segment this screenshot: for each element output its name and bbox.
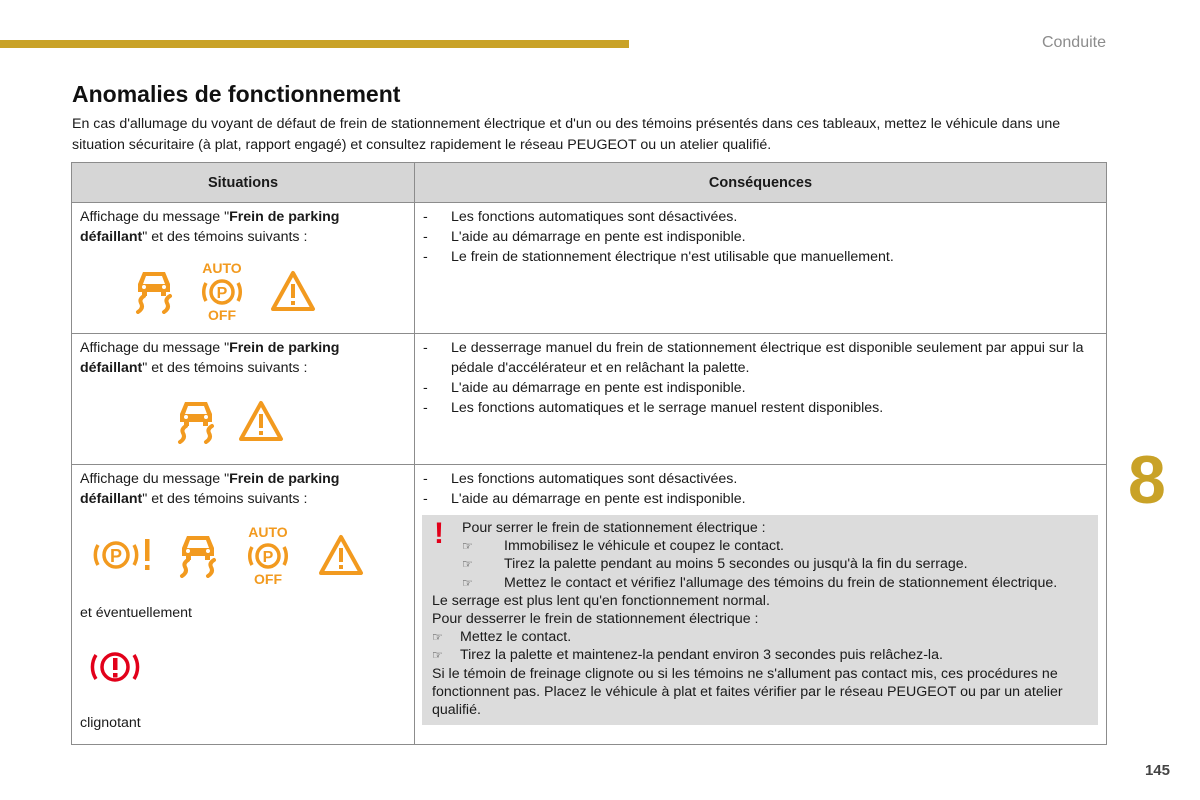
table-header-row <box>72 163 1107 203</box>
warning-triangle-icon <box>318 534 364 576</box>
consequences-list <box>415 334 1106 418</box>
situation-text: Affichage du message "Frein de parking défaillant" et des témoins suivants : <box>80 209 340 245</box>
consequences-list <box>415 465 1106 509</box>
note-slower: Le serrage est plus lent qu'en fonctionnement normal. <box>432 592 770 609</box>
extra-text-2: clignotant <box>80 715 141 731</box>
list-item: - Les fonctions automatiques sont désactivées. <box>423 207 1100 227</box>
alert-icon: ! <box>434 517 444 550</box>
warning-lights <box>134 261 414 321</box>
consequences-cell <box>415 465 1107 745</box>
message-name: Frein de parking défaillant <box>80 340 340 376</box>
situation-text: Affichage du message "Frein de parking défaillant" et des témoins suivants : <box>80 471 340 507</box>
warning-triangle-icon <box>270 270 316 312</box>
svg-text:P: P <box>216 285 228 302</box>
chapter-number: 8 <box>1128 442 1166 518</box>
header-situations: Situations <box>72 163 415 203</box>
intro-paragraph: En cas d'allumage du voyant de défaut de frein de stationnement électrique et d'un ou des témoins présentés dans ces tableaux, mettez le véhicule dans une situation sécuritaire (à plat, rapport engagé) et consultez rapidement le réseau PEUGEOT ou un atelier qualifié. <box>72 116 1061 153</box>
header-accent-bar <box>0 40 629 48</box>
list-item: ☞ Tirez la palette pendant au moins 5 secondes ou jusqu'à la fin du serrage. <box>462 556 968 573</box>
auto-p-off-icon <box>242 525 294 585</box>
message-name: Frein de parking défaillant <box>80 471 340 507</box>
list-item: - Les fonctions automatiques et le serrage manuel restent disponibles. <box>423 398 1100 418</box>
list-item: ☞ Tirez la palette et maintenez-la pendant environ 3 secondes puis relâchez-la. <box>432 647 943 664</box>
table-row <box>72 203 1107 334</box>
table-row <box>72 465 1107 745</box>
consequences-cell <box>415 203 1107 334</box>
situation-cell <box>72 465 415 745</box>
section-label: Conduite <box>1041 34 1106 51</box>
brake-warning-icon <box>90 647 140 687</box>
extra-text: et éventuellement <box>80 605 192 621</box>
list-item: - Les fonctions automatiques sont désactivées. <box>423 469 1100 489</box>
list-item: - Le desserrage manuel du frein de stationnement électrique est disponible seulement par appui sur la pédale d'accélérateur et en relâchant la palette. <box>423 338 1100 378</box>
svg-text:OFF: OFF <box>208 307 236 321</box>
svg-text:OFF: OFF <box>254 571 282 585</box>
note-desserrer-intro: Pour desserrer le frein de stationnement électrique : <box>432 611 759 628</box>
note-final: Si le témoin de freinage clignote ou si les témoins ne s'allument pas contact mis, ces procédures ne fonctionnent pas. Placez le véhicule à plat et faites vérifier par le réseau PEUGEOT ou par un atelier qualifié. <box>432 665 1063 719</box>
list-item: ☞ Immobilisez le véhicule et coupez le contact. <box>462 538 784 555</box>
list-item: - L'aide au démarrage en pente est indisponible. <box>423 378 1100 398</box>
page-title: Anomalies de fonctionnement <box>72 81 401 107</box>
situation-text: Affichage du message "Frein de parking défaillant" et des témoins suivants : <box>80 340 340 376</box>
svg-text:AUTO: AUTO <box>248 525 288 540</box>
skid-icon <box>178 532 218 578</box>
note-intro: Pour serrer le frein de stationnement électrique : <box>462 520 766 536</box>
pointing-hand-icon: ☞ <box>462 557 473 572</box>
warning-triangle-icon <box>238 400 284 442</box>
table-row <box>72 334 1107 465</box>
svg-text:AUTO: AUTO <box>202 261 242 276</box>
svg-text:P: P <box>109 546 123 566</box>
pointing-hand-icon: ☞ <box>462 539 473 554</box>
list-item: ☞ Mettez le contact et vérifiez l'allumage des témoins du frein de stationnement électrique. <box>462 574 1058 591</box>
list-item: - L'aide au démarrage en pente est indisponible. <box>423 489 1100 509</box>
header-consequences: Conséquences <box>415 163 1107 203</box>
message-name: Frein de parking défaillant <box>80 209 340 245</box>
svg-text:P: P <box>262 549 274 566</box>
warning-lights <box>92 525 414 585</box>
anomalies-table <box>71 162 1107 745</box>
consequences-cell <box>415 334 1107 465</box>
p-fault-icon <box>92 535 154 575</box>
page-number: 145 <box>1144 762 1170 779</box>
warning-lights <box>176 398 414 444</box>
skid-icon <box>134 268 174 314</box>
serrer-steps <box>432 537 1090 592</box>
pointing-hand-icon: ☞ <box>432 630 443 645</box>
warning-lights-extra <box>90 647 414 687</box>
consequences-list <box>415 203 1106 267</box>
list-item: - Le frein de stationnement électrique n'est utilisable que manuellement. <box>423 247 1100 267</box>
list-item: ☞ Mettez le contact. <box>432 629 572 646</box>
list-item: - L'aide au démarrage en pente est indisponible. <box>423 227 1100 247</box>
skid-icon <box>176 398 216 444</box>
pointing-hand-icon: ☞ <box>432 648 443 663</box>
pointing-hand-icon: ☞ <box>462 575 473 590</box>
auto-p-off-icon <box>196 261 248 321</box>
situation-cell <box>72 203 415 334</box>
procedure-note <box>422 515 1098 725</box>
situation-cell <box>72 334 415 465</box>
